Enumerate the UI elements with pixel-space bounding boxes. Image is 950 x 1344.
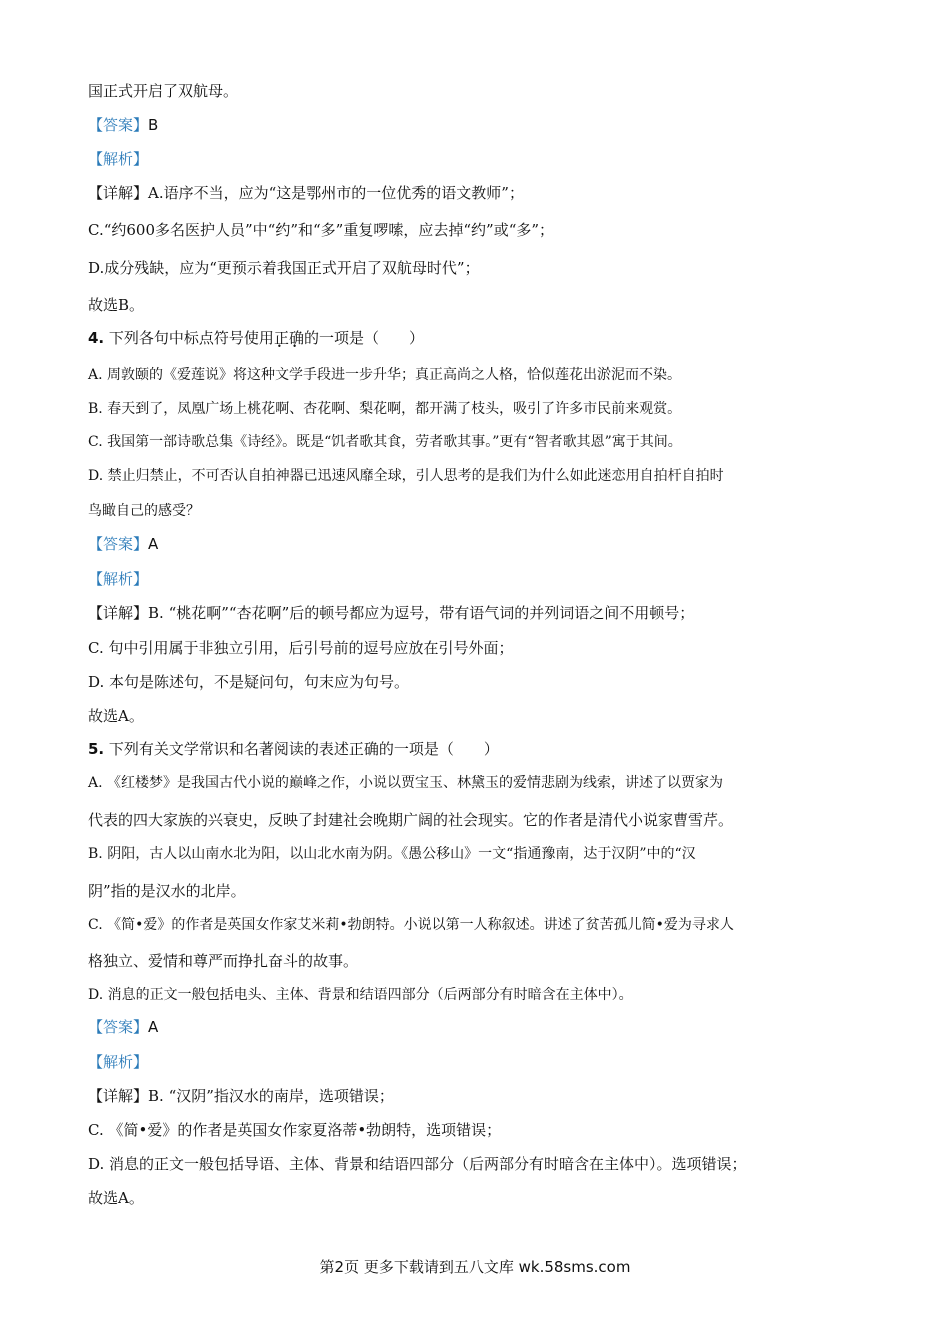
option-a-continued: 代表的四大家族的兴衰史，反映了封建社会晚期广阔的社会现实。它的作者是清代小说家曹雪芹。 [88, 811, 734, 829]
conclusion-line: 故选A。 [88, 1189, 144, 1207]
analysis-line [88, 1051, 862, 1073]
detail-line: 【详解】B. “桃花啊”“杏花啊”后的顿号都应为逗号，带有语气词的并列词语之间不用顿号； [88, 604, 695, 622]
conclusion-line: 故选B。 [88, 296, 145, 314]
option-a: A. 周敦颐的《爱莲说》将这种文学手段进一步升华；真正高尚之人格，恰似莲花出淤泥而不染。 [88, 367, 682, 383]
analysis-line [88, 148, 862, 170]
detail-tag: 【详解】 [88, 1087, 149, 1105]
option-b-continued: 阴”指的是汉水的北岸。 [88, 882, 246, 900]
option-c: C. 我国第一部诗歌总集《诗经》。既是“饥者歌其食，劳者歌其事。”更有“智者歌其恩”寓于其间。 [88, 434, 682, 450]
answer-value: B [148, 116, 159, 134]
option-d: D. 消息的正文一般包括电头、主体、背景和结语四部分（后两部分有时暗含在主体中）。 [88, 987, 633, 1003]
answer-line [88, 533, 862, 555]
option-c: C. 《简•爱》的作者是英国女作家艾米莉•勃朗特。小说以第一人称叙述。讲述了贫苦孤儿简•爱为寻求人 [88, 917, 734, 933]
detail-tag: 【详解】 [88, 604, 149, 622]
conclusion-line: 故选A。 [88, 707, 144, 725]
question-4-stem: 4. 下列各句中标点符号使用正确 • •的一项是（ ） [88, 327, 862, 349]
analysis-line [88, 568, 862, 590]
option-d-continued: 鸟瞰自己的感受？ [88, 503, 200, 519]
option-b: B. 阴阳，古人以山南水北为阳，以山北水南为阴。《愚公移山》一文“指通豫南，达于汉阴”中的“汉 [88, 846, 696, 862]
analysis-tag: 【解析】 [88, 150, 149, 168]
option-b: B. 春天到了，凤凰广场上桃花啊、杏花啊、梨花啊，都开满了枝头，吸引了许多市民前来观赏。 [88, 401, 682, 417]
answer-value: A [148, 535, 159, 553]
answer-tag: 【答案】 [88, 535, 149, 553]
text-line: 国正式开启了双航母。 [88, 82, 239, 100]
option-d: D. 禁止归禁止，不可否认自拍神器已迅速风靡全球，引人思考的是我们为什么如此迷恋用自拍杆自拍时 [88, 468, 724, 484]
emphasis-mark: 正确 • • [274, 329, 304, 347]
detail-tag: 【详解】 [88, 184, 149, 202]
detail-line: 【详解】A.语序不当，应为“这是鄂州市的一位优秀的语文教师”； [88, 184, 524, 202]
answer-tag: 【答案】 [88, 116, 149, 134]
page-footer: 第2页 更多下载请到五八文库 wk.58sms.com [319, 1258, 631, 1276]
option-a: A. 《红楼梦》是我国古代小说的巅峰之作，小说以贾宝玉、林黛玉的爱情悲剧为线索，讲述了以贾家为 [88, 775, 724, 791]
question-5-stem: 5. 下列有关文学常识和名著阅读的表述正确的一项是（ ） [88, 740, 499, 758]
detail-line: 【详解】B. “汉阴”指汉水的南岸，选项错误； [88, 1087, 394, 1105]
analysis-tag: 【解析】 [88, 1053, 149, 1071]
analysis-tag: 【解析】 [88, 570, 149, 588]
detail-line: D. 本句是陈述句，不是疑问句，句末应为句号。 [88, 673, 410, 691]
detail-line: C. 句中引用属于非独立引用，后引号前的逗号应放在引号外面； [88, 639, 514, 657]
option-c-continued: 格独立、爱情和尊严而挣扎奋斗的故事。 [88, 952, 359, 970]
answer-tag: 【答案】 [88, 1018, 149, 1036]
detail-line: D.成分残缺，应为“更预示着我国正式开启了双航母时代”； [88, 259, 480, 277]
detail-line: C. 《简•爱》的作者是英国女作家夏洛蒂•勃朗特，选项错误； [88, 1121, 502, 1139]
answer-line [88, 114, 862, 136]
detail-line: C.“约600多名医护人员”中“约”和“多”重复啰嗦，应去掉“约”或“多”； [88, 221, 555, 239]
question-number: 4. [88, 329, 105, 347]
answer-value: A [148, 1018, 159, 1036]
answer-line [88, 1016, 862, 1038]
question-number: 5. [88, 740, 105, 758]
detail-line: D. 消息的正文一般包括导语、主体、背景和结语四部分（后两部分有时暗含在主体中）。选项错误； [88, 1155, 747, 1173]
